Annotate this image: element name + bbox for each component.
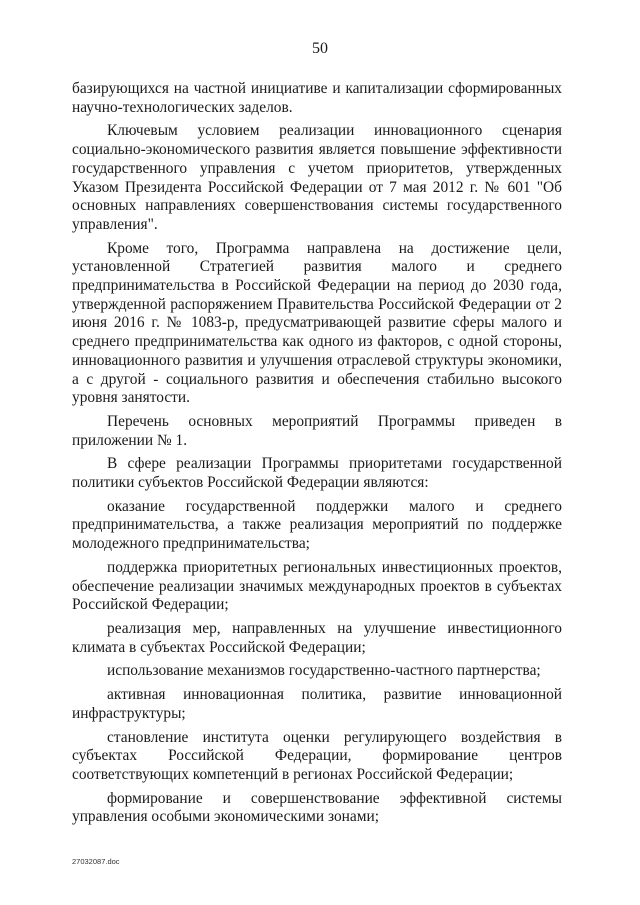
page-number: 50 — [312, 40, 328, 57]
priority-item-special-economic-zones: формирование и совершенствование эффективной системы управления особыми экономическими зонами; — [72, 789, 562, 826]
priority-item-smb-support: оказание государственной поддержки малого и среднего предпринимательства, а также реализация мероприятий по поддержке молодежного предпринимательства; — [72, 497, 562, 553]
priority-item-ppp: использование механизмов государственно-частного партнерства; — [107, 662, 541, 680]
document-body — [72, 80, 562, 827]
document-filename: 27032087.doc — [72, 857, 120, 866]
paragraph-key-condition: Ключевым условием реализации инновационного сценария социально-экономического развития является повышение эффективности государственного управления с учетом приоритетов, утвержденных Указом Президента Российской Федерации от 7 мая 2012 г. № 601 "Об основных направлениях совершенствования системы государственного управления". — [72, 122, 562, 233]
paragraph-priorities-intro: В сфере реализации Программы приоритетами государственной политики субъектов Российской Федерации являются: — [72, 455, 562, 492]
priority-item-investment-climate: реализация мер, направленных на улучшение инвестиционного климата в субъектах Российской Федерации; — [72, 619, 562, 656]
priority-item-investment-projects: поддержка приоритетных региональных инвестиционных проектов, обеспечение реализации значимых международных проектов в субъектах Российской Федерации; — [72, 558, 562, 614]
paragraph-activities-list: Перечень основных мероприятий Программы приведен в приложении № 1. — [72, 412, 562, 449]
paragraph-smb-strategy: Кроме того, Программа направлена на достижение цели, установленной Стратегией развития малого и среднего предпринимательства в Российской Федерации на период до 2030 года, утвержденной распоряжением Правительства Российской Федерации от 2 июня 2016 г. № 1083-р, предусматривающей развитие сферы малого и среднего предпринимательства как одного из факторов, с одной стороны, инновационного развития и улучшения отраслевой структуры экономики, а с другой - социального развития и обеспечения стабильно высокого уровня занятости. — [72, 239, 562, 407]
priority-item-regulatory-impact: становление института оценки регулирующего воздействия в субъектах Российской Федерации, формирование центров соответствующих компетенций в регионах Российской Федерации; — [72, 728, 562, 783]
paragraph-continuation: базирующихся на частной инициативе и капитализации сформированных научно-технологических заделов. — [72, 80, 562, 116]
priority-item-innovation-policy: активная инновационная политика, развитие инновационной инфраструктуры; — [72, 686, 562, 722]
